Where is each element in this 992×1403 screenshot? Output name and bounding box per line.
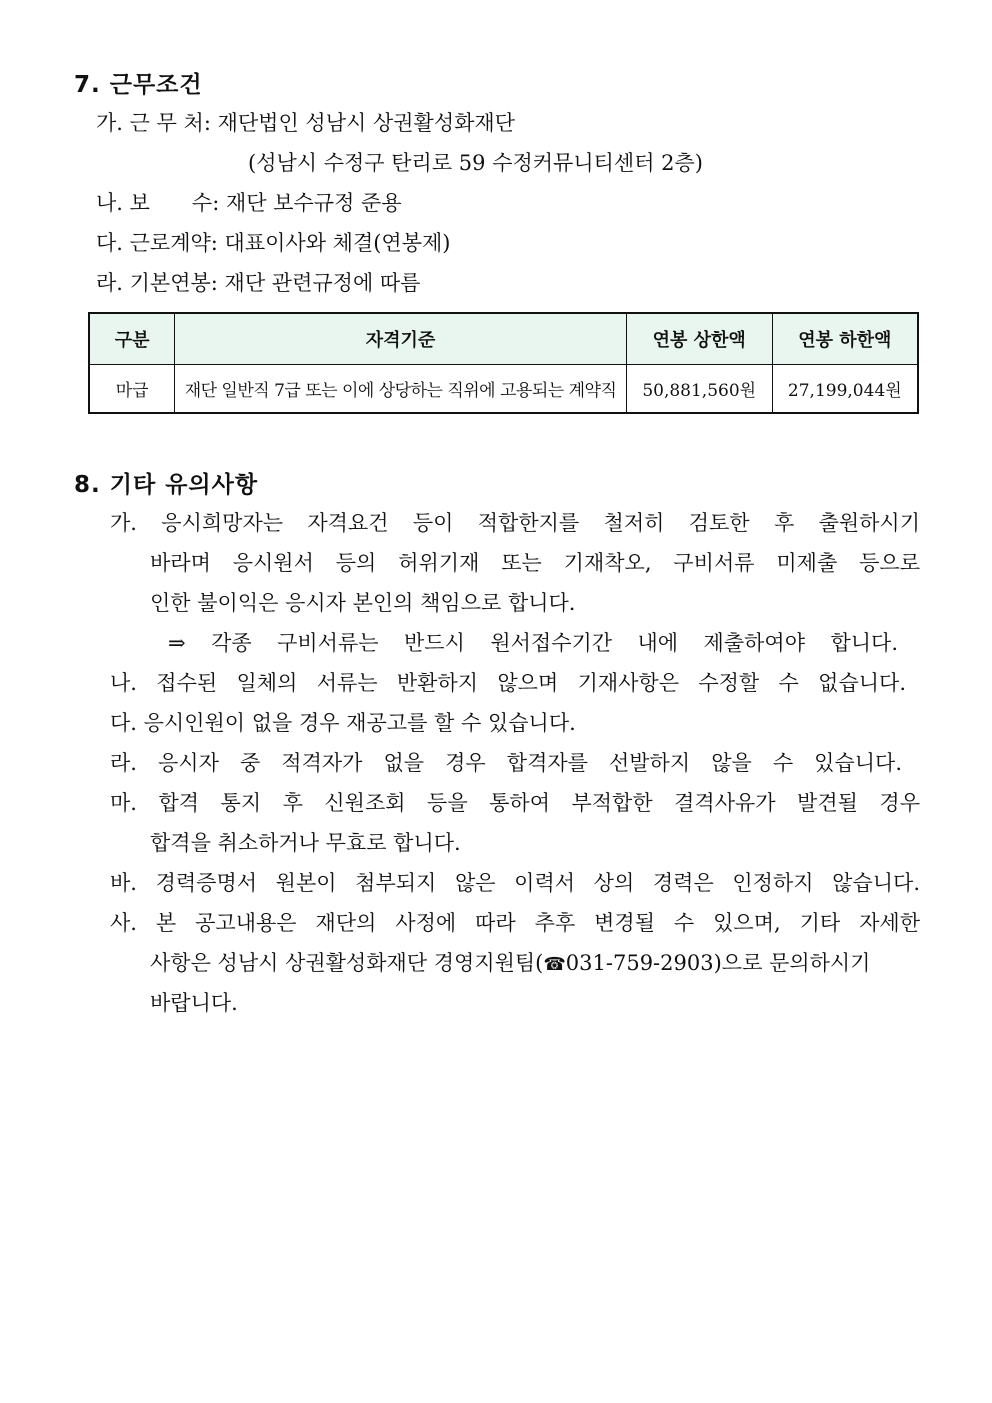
salary-table [88,312,919,414]
notice-line-sa-2-phone: 031-759-2903)으로 문의하시기 [565,951,871,975]
telephone-icon: ☎ [543,954,566,975]
work-place-value: 재단법인 성남시 상권활성화재단 [217,111,515,135]
section-8-title: 8. 기타 유의사항 [74,472,259,498]
notice-line-ga-3: 인한 불이익은 응시자 본인의 책임으로 합니다. [150,591,576,615]
base-salary-label: 라. 기본연봉: [96,271,218,295]
cell-qualification: 재단 일반직 7급 또는 이에 상당하는 직위에 고용되는 계약직 [175,365,627,414]
work-place-line [96,108,515,138]
contract-value: 대표이사와 체결(연봉제) [224,231,451,255]
cell-min-salary: 27,199,044원 [772,365,918,414]
base-salary-line [96,268,420,298]
salary-value: 재단 보수규정 준용 [225,191,402,215]
header-grade: 구분 [89,313,175,365]
notice-line-ga-1: 가. 응시희망자는 자격요건 등이 적합한지를 철저히 검토한 후 출원하시기 [110,511,920,535]
contract-line [96,228,450,258]
contract-label: 다. 근로계약: [96,231,218,255]
notice-line-ga-note: ⇒ 각종 구비서류는 반드시 원서접수기간 내에 제출하여야 합니다. [168,631,898,655]
table-row [89,365,918,414]
header-max-salary: 연봉 상한액 [626,313,772,365]
header-qualification: 자격기준 [175,313,627,365]
cell-max-salary: 50,881,560원 [626,365,772,414]
notice-line-da: 다. 응시인원이 없을 경우 재공고를 할 수 있습니다. [110,711,576,735]
salary-label: 나. 보 수: [96,191,220,215]
work-place-address: (성남시 수정구 탄리로 59 수정커뮤니티센터 2층) [248,151,703,175]
notice-line-ra: 라. 응시자 중 적격자가 없을 경우 합격자를 선발하지 않을 수 있습니다. [110,751,902,775]
cell-grade: 마급 [89,365,175,414]
base-salary-value: 재단 관련규정에 따름 [224,271,421,295]
notice-line-ga-2: 바라며 응시원서 등의 허위기재 또는 기재착오, 구비서류 미제출 등으로 [150,551,920,575]
notice-line-ma-2: 합격을 취소하거나 무효로 합니다. [150,831,461,855]
notice-line-sa-3: 바랍니다. [150,991,238,1015]
section-7-title: 7. 근무조건 [74,72,203,98]
work-place-label: 가. 근 무 처: [96,111,211,135]
notice-line-na: 나. 접수된 일체의 서류는 반환하지 않으며 기재사항은 수정할 수 없습니다. [110,671,906,695]
notice-line-sa-2-text: 사항은 성남시 상권활성화재단 경영지원팀( [150,951,544,975]
notice-line-ma-1: 마. 합격 통지 후 신원조회 등을 통하여 부적합한 결격사유가 발견될 경우 [110,791,920,815]
notice-line-ba: 바. 경력증명서 원본이 첨부되지 않은 이력서 상의 경력은 인정하지 않습니다. [110,871,920,895]
salary-table-header [89,313,918,365]
salary-line [96,188,402,218]
header-min-salary: 연봉 하한액 [772,313,918,365]
notice-line-sa-2 [150,948,920,980]
notice-line-sa-1: 사. 본 공고내용은 재단의 사정에 따라 추후 변경될 수 있으며, 기타 자세한 [110,911,920,935]
